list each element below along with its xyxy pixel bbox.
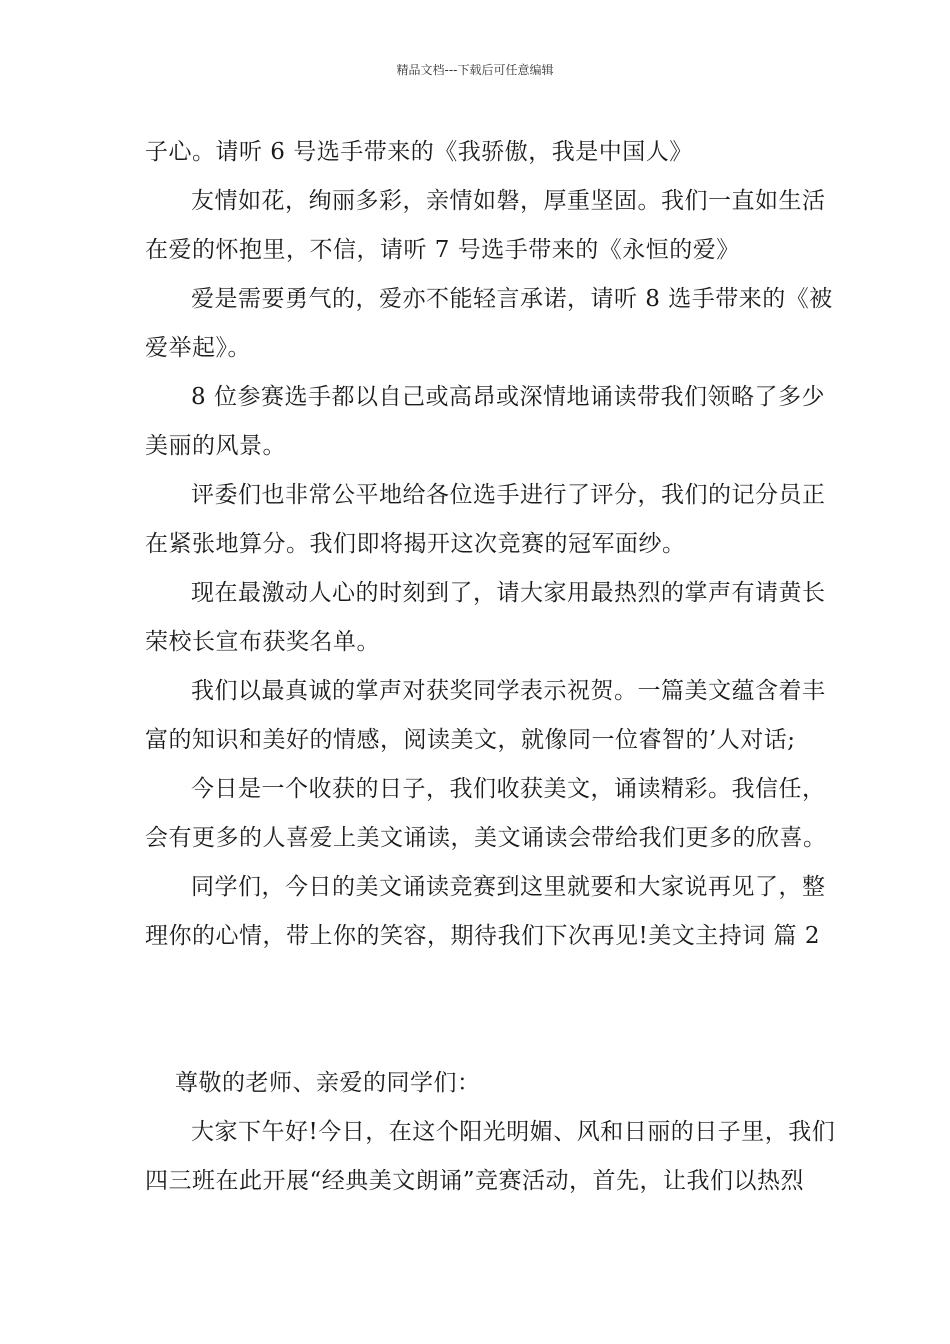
page-header: 精品文档---下载后可任意编辑 xyxy=(396,63,554,77)
text-line: 今日是一个收获的日子，我们收获美文，诵读精彩。我信任， xyxy=(191,776,826,802)
text-line: 爱举起》。 xyxy=(145,335,251,361)
text-line: 四三班在此开展“经典美文朗诵”竞赛活动，首先，让我们以热烈 xyxy=(145,1168,805,1194)
text-line: 在爱的怀抱里，不信，请听 7 号选手带来的《永恒的爱》 xyxy=(145,237,740,263)
text-line: 富的知识和美好的情感，阅读美文，就像同一位睿智的’人对话; xyxy=(145,727,796,753)
text-line: 大家下午好!今日，在这个阳光明媚、风和日丽的日子里，我们 xyxy=(191,1119,836,1145)
text-line: 我们以最真诚的掌声对获奖同学表示祝贺。一篇美文蕴含着丰 xyxy=(191,678,826,704)
text-line: 会有更多的人喜爱上美文诵读，美文诵读会带给我们更多的欣喜。 xyxy=(145,825,827,851)
text-line: 美丽的风景。 xyxy=(145,433,286,459)
text-line: 现在最激动人心的时刻到了，请大家用最热烈的掌声有请黄长 xyxy=(191,580,826,606)
text-line: 理你的心情，带上你的笑容，期待我们下次再见!美文主持词 篇 2 xyxy=(145,923,820,949)
text-line: 友情如花，绚丽多彩，亲情如磐，厚重坚固。我们一直如生活 xyxy=(191,188,826,214)
text-line: 8 位参赛选手都以自己或高昂或深情地诵读带我们领略了多少 xyxy=(191,384,825,410)
text-line: 评委们也非常公平地给各位选手进行了评分，我们的记分员正 xyxy=(191,482,826,508)
text-line: 在紧张地算分。我们即将揭开这次竞赛的冠军面纱。 xyxy=(145,531,686,557)
document-body xyxy=(145,128,836,1206)
text-line: 同学们，今日的美文诵读竞赛到这里就要和大家说再见了，整 xyxy=(191,874,826,900)
text-line: 子心。请听 6 号选手带来的《我骄傲，我是中国人》 xyxy=(145,139,693,165)
section-gap xyxy=(145,961,810,1059)
text-line: 荣校长宣布获奖名单。 xyxy=(145,629,380,655)
text-line: 爱是需要勇气的，爱亦不能轻言承诺，请听 8 选手带来的《被 xyxy=(191,286,833,312)
salutation-line: 尊敬的老师、亲爱的同学们： xyxy=(175,1070,481,1096)
